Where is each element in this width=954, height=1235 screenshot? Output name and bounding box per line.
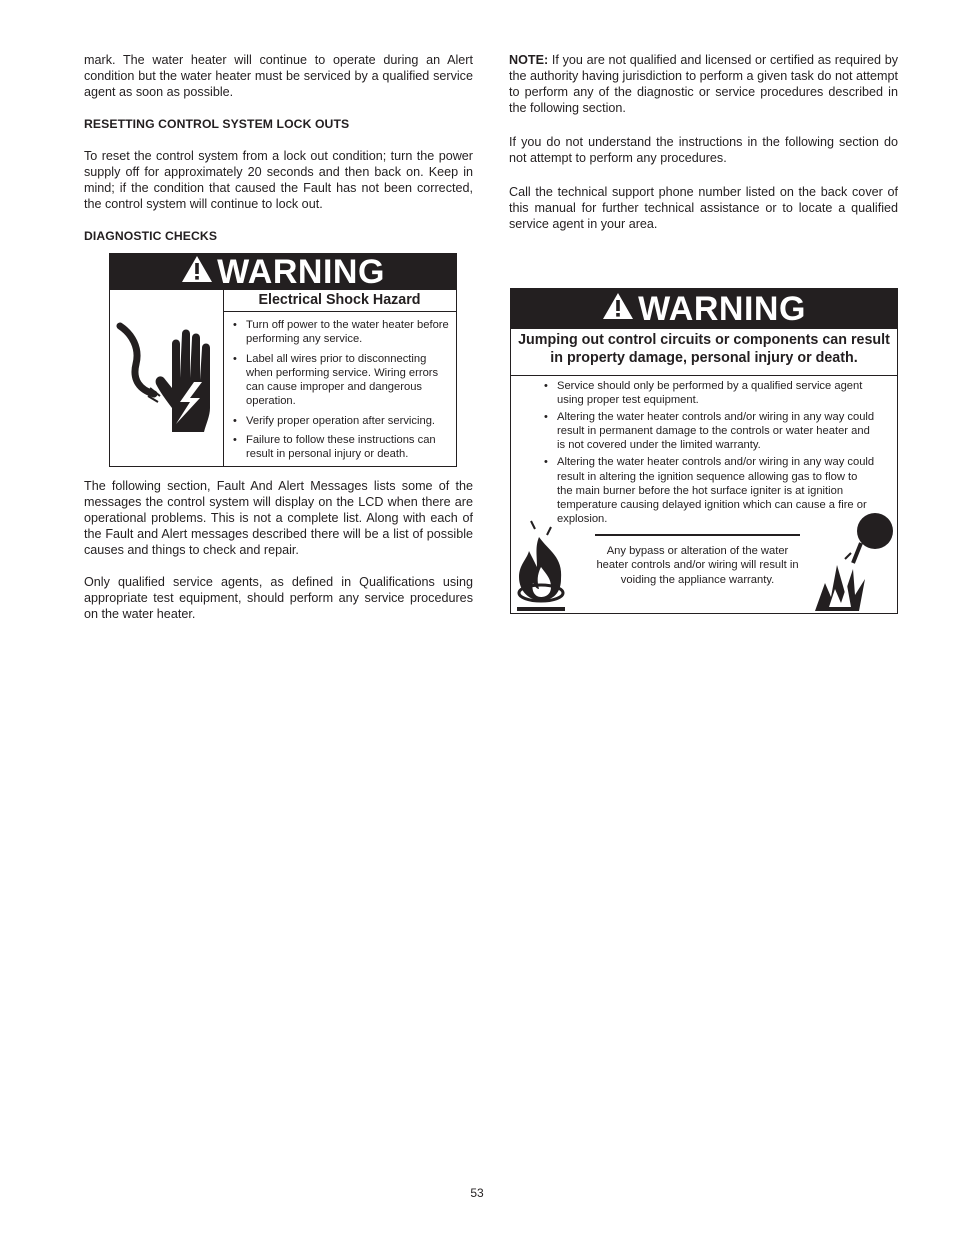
hazard-title: Electrical Shock Hazard: [223, 290, 456, 312]
hazard-title: Jumping out control circuits or components can result in property damage, personal injury or death.: [511, 329, 897, 376]
shock-warning-content: [223, 290, 456, 466]
list-item: • Altering the water heater controls and/or wiring in any way could result in permanent damage to the controls or water heater and is not covered under the limited warranty.: [557, 410, 875, 452]
bypass-notice: Any bypass or alteration of the water heater controls and/or wiring will result in voiding the appliance warranty.: [595, 534, 800, 587]
list-item: • Service should only be performed by a qualified service agent using proper test equipment.: [557, 379, 875, 407]
warning-banner-text: WARNING: [217, 252, 385, 291]
list-item: • Turn off power to the water heater before performing any service.: [246, 318, 452, 347]
note-label: NOTE:: [509, 53, 549, 67]
reset-heading: RESETTING CONTROL SYSTEM LOCK OUTS: [84, 117, 350, 131]
fire-hazard-icon: [515, 517, 567, 618]
list-item: • Failure to follow these instructions can result in personal injury or death.: [246, 433, 452, 462]
list-item: • Label all wires prior to disconnecting when performing service. Wiring errors can cause improper and dangerous operation.: [246, 352, 452, 409]
left-column-lower: [84, 478, 473, 622]
page-number: 53: [470, 1186, 484, 1200]
right-column: [509, 52, 898, 232]
list-item: • Altering the water heater controls and/or wiring in any way could result in altering the ignition sequence allowing gas to flow to the main burner before the hot surface igniter is at ignition temperature causing delayed ignition which can cause a fire or explosion.: [557, 455, 875, 525]
intro-paragraph: mark. The water heater will continue to operate during an Alert condition but the water heater must be serviced by a qualified service agent as soon as possible.: [84, 53, 473, 99]
warning-banner-text: WARNING: [638, 289, 806, 328]
reset-paragraph: To reset the control system from a lock out condition; turn the power supply off for approximately 20 seconds and then back on. Keep in mind; if the condition that caused the Fault has not been corrected, the control system will continue to lock out.: [84, 149, 473, 211]
understand-paragraph: If you do not understand the instructions in the following section do not attempt to perform any procedures.: [509, 135, 898, 165]
left-column: [84, 52, 473, 244]
warning-banner: [110, 254, 456, 290]
list-item: • Verify proper operation after servicing.: [246, 414, 452, 428]
electrical-shock-warning: [109, 253, 457, 467]
fault-paragraph: The following section, Fault And Alert Messages lists some of the messages the control system will display on the LCD when there are operational problems. This is not a complete list. Along with each of the Fault and Alert messages described there will be a list of possible causes and things to check and repair.: [84, 479, 473, 557]
note-text: If you are not qualified and licensed or certified as required by the authority having jurisdiction to perform a given task do not attempt to perform any of the diagnostic or service procedures described in the following section.: [509, 53, 898, 115]
warning-triangle-icon: [181, 253, 213, 292]
support-paragraph: Call the technical support phone number listed on the back cover of this manual for further technical assistance or to locate a qualified service agent in your area.: [509, 185, 898, 231]
explosion-hazard-icon: [811, 509, 897, 618]
electric-shock-hand-icon: [110, 290, 224, 466]
shock-warning-list: [223, 312, 456, 462]
jumping-circuits-warning: [510, 288, 898, 614]
warning-banner: [511, 289, 897, 329]
warning-triangle-icon: [602, 290, 634, 329]
diagnostic-heading: DIAGNOSTIC CHECKS: [84, 229, 218, 243]
jump-warning-list: [511, 376, 897, 526]
qualified-paragraph: Only qualified service agents, as defined in Qualifications using appropriate test equipment, should perform any service procedures on the water heater.: [84, 575, 473, 621]
note-paragraph: [509, 52, 898, 116]
